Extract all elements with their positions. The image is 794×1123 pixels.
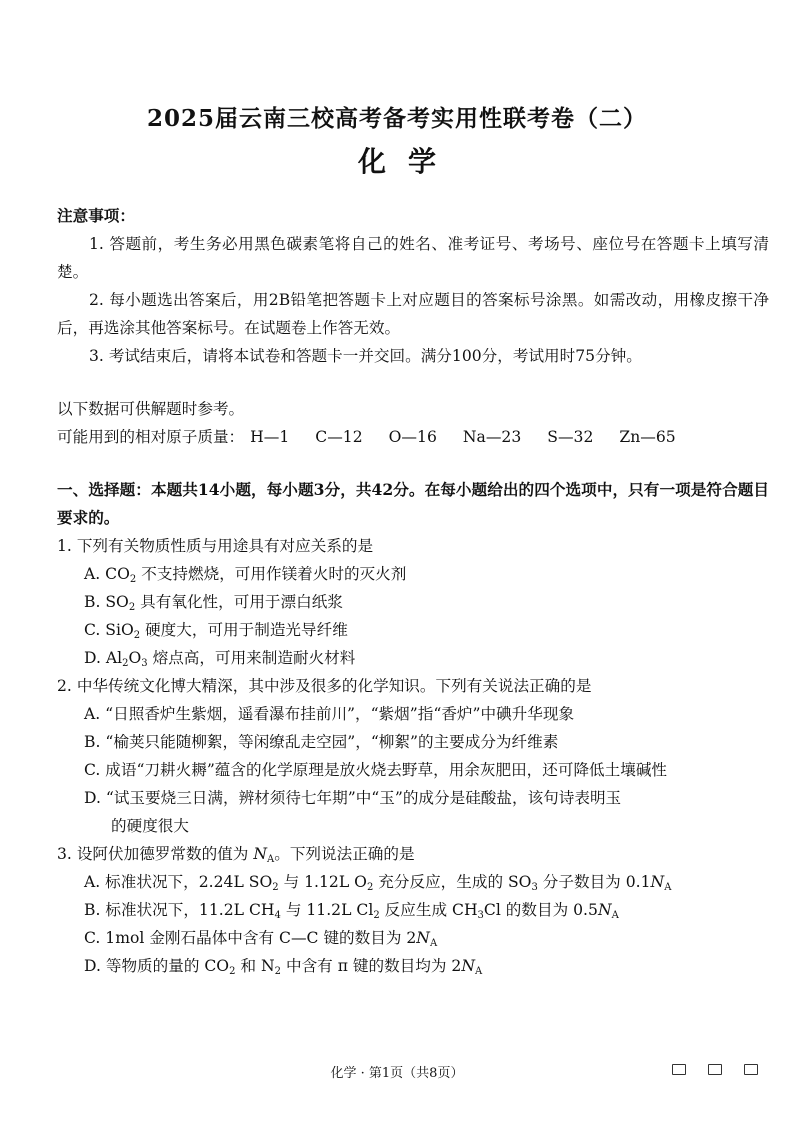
exam-title: 2025届云南三校高考备考实用性联考卷（二） [146,105,647,132]
mass-s: S—32 [547,428,594,446]
mass-h: H—1 [250,428,290,446]
subject-title: 化学 [357,145,458,178]
question-2-option-c: C. 成语“刀耕火耨”蕴含的化学原理是放火烧去野草，用余灰肥田，还可降低土壤碱性 [84,761,668,779]
reference-intro: 以下数据可供解题时参考。 [57,400,245,418]
notice-item-1: 1. 答题前，考生务必用黑色碳素笔将自己的姓名、准考证号、考场号、座位号在答题卡上填写清楚。 [57,235,769,281]
question-2-stem: 2. 中华传统文化博大精深，其中涉及很多的化学知识。下列有关说法正确的是 [57,677,592,695]
question-2-option-d-continued: 的硬度很大 [111,817,189,835]
mass-zn: Zn—65 [619,428,676,446]
atomic-mass-line [57,423,769,451]
mass-o: O—16 [388,428,437,446]
question-2-option-d: D. “试玉要烧三日满，辨材须待七年期”中“玉”的成分是硅酸盐，该句诗表明玉 [84,789,622,807]
question-3-option-a: A. 标准状况下，2.24L $SO_2$ 与 1.12L $O_2$ 充分反应，生成的 $SO_3$ 分子数目为 $0.1N_A$ [84,873,672,893]
marker-box [672,1064,686,1075]
question-3-option-d: D. 等物质的量的 $CO_2$ 和 $N_2$ 中含有 π 键的数目均为 $2N_A$ [84,957,483,977]
question-3-option-b: B. 标准状况下，11.2L $CH_4$ 与 11.2L $Cl_2$ 反应生成 $CH_3Cl$ 的数目为 $0.5N_A$ [84,901,619,921]
question-1-option-a: A. $CO_2$ 不支持燃烧，可用作镁着火时的灭火剂 [84,565,407,585]
notice-item-3: 3. 考试结束后，请将本试卷和答题卡一并交回。满分100分，考试用时75分钟。 [89,347,642,365]
question-1-option-d: D. $Al_2O_3$ 熔点高，可用来制造耐火材料 [84,649,356,669]
marker-box [708,1064,722,1075]
page-footer: 化学 · 第1页（共8页） [330,1066,464,1081]
question-3-option-c: C. 1mol 金刚石晶体中含有 C—C 键的数目为 $2N_A$ [84,929,438,949]
question-2-option-b: B. “榆荚只能随柳絮，等闲缭乱走空园”，“柳絮”的主要成分为纤维素 [84,733,559,751]
spacer [57,451,769,476]
mass-na: Na—23 [462,428,522,446]
page-content [57,202,769,980]
section-heading: 一、选择题：本题共14小题，每小题3分，共42分。在每小题给出的四个选项中，只有一项是符合题目要求的。 [57,480,769,527]
notice-item-2: 2. 每小题选出答案后，用2B铅笔把答题卡上对应题目的答案标号涂黑。如需改动，用橡皮擦干净后，再选涂其他答案标号。在试题卷上作答无效。 [57,291,769,337]
question-1-stem: 1. 下列有关物质性质与用途具有对应关系的是 [57,537,374,555]
mass-c: C—12 [315,428,363,446]
atomic-mass-label: 可能用到的相对原子质量： [57,428,245,446]
question-2-option-a: A. “日照香炉生紫烟，遥看瀑布挂前川”，“紫烟”指“香炉”中碘升华现象 [84,705,575,723]
question-1-option-b: B. $SO_2$ 具有氧化性，可用于漂白纸浆 [84,593,343,613]
question-1-option-c: C. SiO$_2$ 硬度大，可用于制造光导纤维 [84,621,348,641]
question-3-stem: 3. 设阿伏加德罗常数的值为 $N_A$。下列说法正确的是 [57,845,415,865]
marker-box [744,1064,758,1075]
notice-heading: 注意事项： [57,206,135,225]
spacer [57,370,769,395]
answer-marker-boxes [672,1064,758,1075]
